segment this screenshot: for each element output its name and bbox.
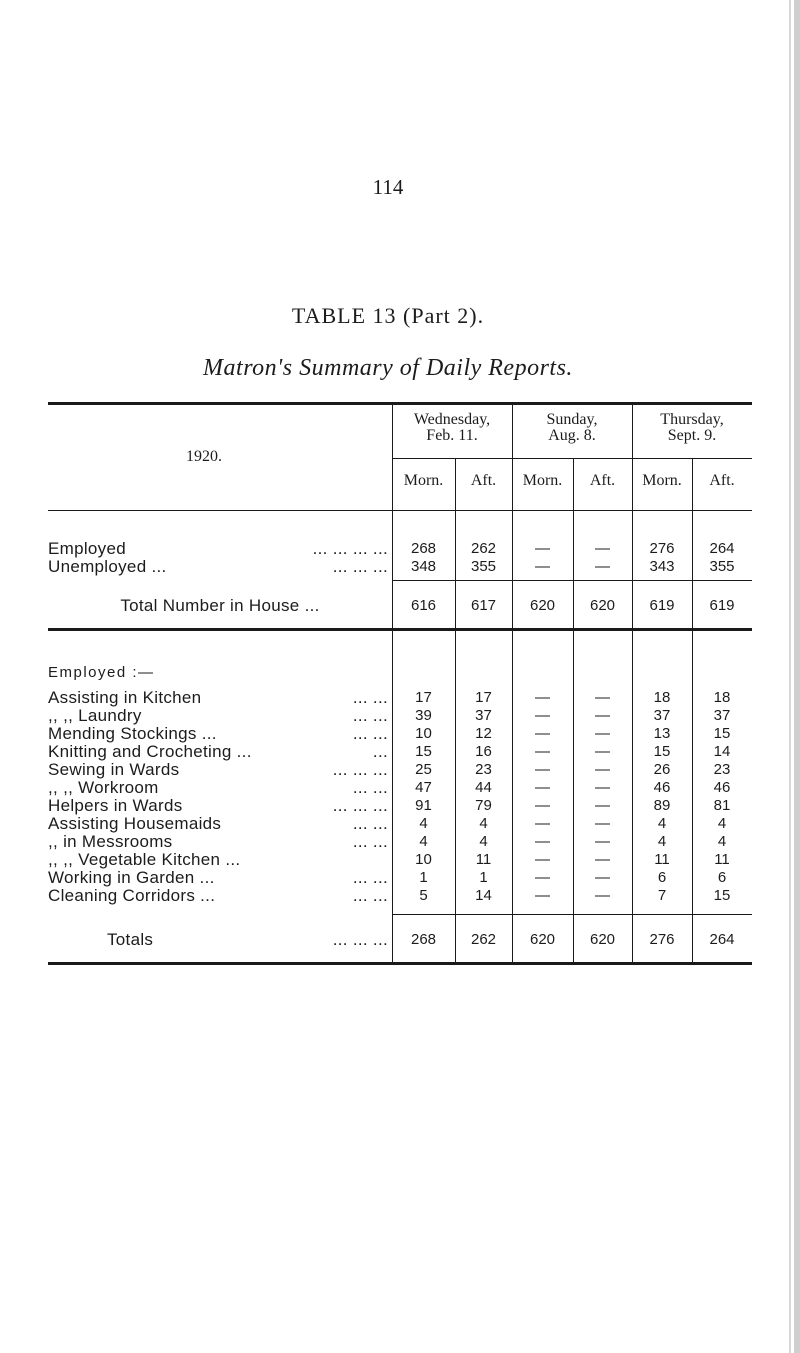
cell-value: 79 [475,797,492,814]
row-label-total-in-house: Total Number in House ... [120,596,320,615]
row-label-totals: Totals [107,930,154,949]
cell-value: 1 [479,869,488,886]
cell-value: 23 [475,761,492,778]
cell-value: — [595,540,610,557]
cell-value: 268 [410,931,437,948]
cell-value: — [595,689,610,706]
cell-value: — [595,869,610,886]
cell-value: 18 [653,689,671,706]
cell-value: — [595,725,610,742]
cell-value: 348 [410,558,437,575]
cell-value: 39 [415,707,432,724]
row-label-employed: Employed [48,539,126,558]
cell-value: 5 [419,887,428,904]
cell-value: — [595,558,610,575]
activity-row-label-leader: ... ... ... [332,760,388,779]
year-header: 1920. [186,448,222,465]
cell-value: 11 [714,851,730,868]
cell-value: 355 [470,558,497,575]
cell-value: 11 [654,851,670,868]
cell-value: — [535,743,550,760]
cell-value: 37 [653,707,671,724]
cell-value: 15 [713,887,731,904]
activity-row-label: ,, ,, Laundry [48,706,142,725]
cell-value: 4 [657,815,667,832]
cell-value: 4 [419,833,428,850]
cell-value: — [595,707,610,724]
employed-section-label: Employed :— [48,664,155,681]
cell-value: 91 [415,797,432,814]
cell-value: 15 [713,725,731,742]
bottom-rule [48,962,752,965]
table-subtitle: Matron's Summary of Daily Reports. [203,355,573,381]
cell-value: 26 [653,761,671,778]
cell-value: — [535,725,550,742]
cell-value: 37 [475,707,492,724]
sunday-date-header: Aug. 8. [548,427,596,444]
sub-header-sun-aft: Aft. [589,472,616,489]
cell-value: 619 [649,597,675,614]
cell-value: 7 [657,887,667,904]
row-label-totals-leader: ... ... ... [332,930,388,949]
page-edge-shadow [794,0,800,1353]
header-sub-rule [392,458,752,459]
cell-value: 44 [475,779,492,796]
cell-value: — [535,761,550,778]
activity-row-label: Mending Stockings ... [48,724,217,743]
cell-value: — [595,851,610,868]
cell-value: 10 [415,851,432,868]
cell-value: 46 [653,779,671,796]
cell-value: — [595,779,610,796]
cell-value: — [535,851,550,868]
cell-value: 262 [470,931,497,948]
activity-row-label-leader: ... ... ... [332,796,388,815]
table-title: TABLE 13 (Part 2). [291,303,485,328]
cell-value: 343 [649,558,675,575]
row-label-employed-leader: ... ... ... ... [312,539,388,558]
cell-value: — [535,707,550,724]
cell-value: 4 [717,833,727,850]
cell-value: — [535,797,550,814]
activity-row-label-leader: ... ... [352,688,388,707]
sunday-day-header: Sunday, [546,411,598,428]
cell-value: 1 [419,869,428,886]
page-number: 114 [372,175,404,199]
cell-value: — [595,833,610,850]
activity-row-label: Helpers in Wards [48,796,183,815]
cell-value: 6 [717,869,727,886]
total-number-rule [392,580,752,581]
cell-value: 262 [470,540,497,557]
cell-value: 17 [415,689,432,706]
row-label-unemployed: Unemployed ... [48,557,167,576]
cell-value: 620 [589,597,616,614]
cell-value: 619 [709,597,735,614]
cell-value: 4 [419,815,428,832]
sub-header-wed-aft: Aft. [470,472,497,489]
cell-value: 264 [709,931,735,948]
activity-row-label: Working in Garden ... [48,868,215,887]
activity-row-label: ,, ,, Workroom [48,778,159,797]
cell-value: 617 [470,597,497,614]
cell-value: 16 [475,743,492,760]
cell-value: 268 [410,540,437,557]
cell-value: 616 [410,597,437,614]
cell-value: 620 [529,597,556,614]
activity-row-label-leader: ... [372,742,388,761]
activity-row-label-leader: ... ... [352,868,388,887]
cell-value: — [595,797,610,814]
sub-header-thu-morn: Morn. [642,472,682,489]
page-edge-line [789,0,791,1353]
cell-value: 47 [415,779,432,796]
cell-value: — [535,689,550,706]
cell-value: 4 [479,815,488,832]
cell-value: 13 [653,725,671,742]
activity-row-label: Knitting and Crocheting ... [48,742,252,761]
cell-value: — [535,815,550,832]
header-bottom-rule [48,510,752,511]
cell-value: 264 [709,540,735,557]
activity-row-label: Cleaning Corridors ... [48,886,216,905]
activity-row-label: Assisting in Kitchen [48,688,202,707]
cell-value: — [535,887,550,904]
cell-value: 81 [713,797,731,814]
cell-value: — [595,743,610,760]
cell-value: — [595,815,610,832]
activity-row-label: Sewing in Wards [48,760,180,779]
cell-value: — [595,887,610,904]
activity-row-label: Assisting Housemaids [48,814,222,833]
activity-row-label-leader: ... ... [352,886,388,905]
cell-value: 620 [589,931,616,948]
cell-value: 37 [713,707,731,724]
cell-value: 15 [653,743,671,760]
top-rule [48,402,752,405]
cell-value: 17 [475,689,492,706]
cell-value: — [535,833,550,850]
activity-row-label: ,, ,, Vegetable Kitchen ... [48,850,241,869]
cell-value: 11 [475,851,492,868]
wednesday-day-header: Wednesday, [413,411,491,428]
middle-double-rule [48,628,752,631]
activity-row-label-leader: ... ... [352,832,388,851]
cell-value: 12 [475,725,492,742]
cell-value: — [535,540,550,557]
cell-value: 4 [479,833,488,850]
wednesday-date-header: Feb. 11. [426,427,478,444]
activity-row-label: ,, in Messrooms [48,832,173,851]
cell-value: 10 [415,725,432,742]
totals-rule [392,914,752,915]
cell-value: 4 [657,833,667,850]
activity-row-label-leader: ... ... [352,778,388,797]
thursday-date-header: Sept. 9. [667,427,717,444]
sub-header-thu-aft: Aft. [709,472,735,489]
activity-row-label-leader: ... ... [352,814,388,833]
cell-value: 18 [713,689,731,706]
cell-value: — [535,558,550,575]
cell-value: 355 [709,558,735,575]
cell-value: 6 [657,869,667,886]
sub-header-sun-morn: Morn. [522,472,563,489]
cell-value: 15 [415,743,432,760]
cell-value: 23 [713,761,731,778]
thursday-day-header: Thursday, [660,411,724,428]
cell-value: 620 [529,931,556,948]
activity-row-label-leader: ... ... [352,724,388,743]
row-label-unemployed-leader: ... ... ... [332,557,388,576]
cell-value: 4 [717,815,727,832]
activity-row-label-leader: ... ... [352,706,388,725]
cell-value: 276 [649,540,675,557]
cell-value: 46 [713,779,731,796]
cell-value: — [535,779,550,796]
cell-value: 276 [649,931,675,948]
cell-value: 14 [713,743,731,760]
cell-value: — [535,869,550,886]
cell-value: 14 [475,887,492,904]
cell-value: 89 [653,797,671,814]
sub-header-wed-morn: Morn. [403,472,444,489]
cell-value: 25 [415,761,432,778]
cell-value: — [595,761,610,778]
